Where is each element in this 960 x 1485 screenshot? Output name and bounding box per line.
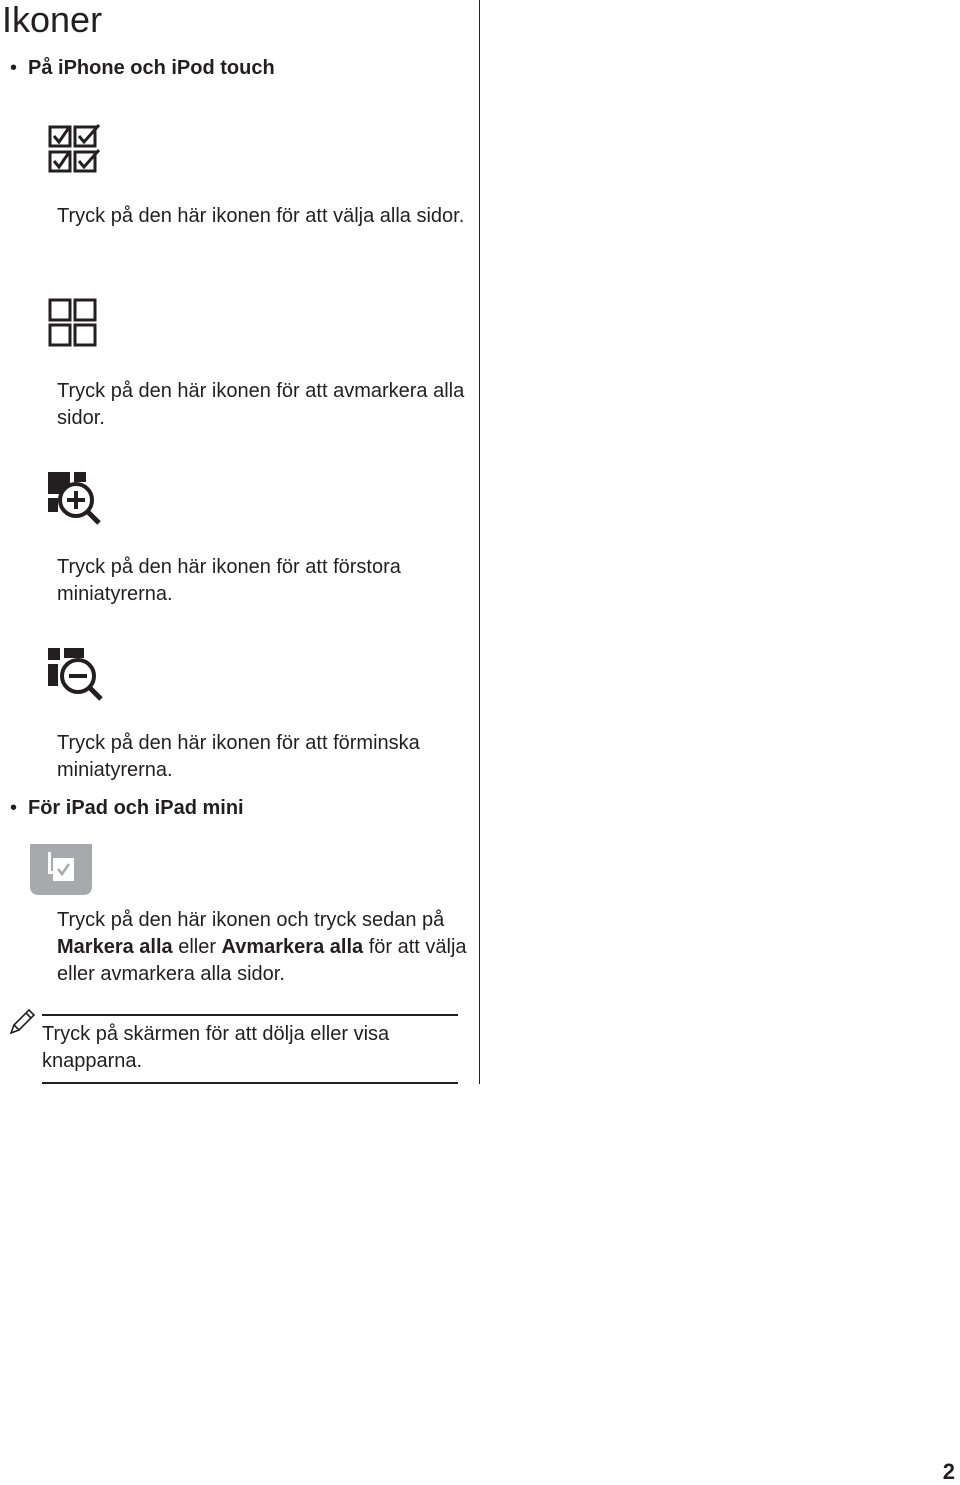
bullet: • bbox=[10, 57, 18, 79]
page-number: 2 bbox=[942, 1459, 955, 1484]
note-top-rule bbox=[42, 1014, 458, 1016]
note-bottom-rule bbox=[42, 1082, 458, 1084]
markera-alla-label: Markera alla bbox=[57, 936, 173, 958]
note-text: Tryck på skärmen för att dölja eller visa knapparna. bbox=[42, 1023, 390, 1072]
item-description-deselect-all: Tryck på den här ikonen för att avmarkera alla sidor. bbox=[57, 380, 465, 429]
item-description-zoom-out: Tryck på den här ikonen för att förminska miniatyrerna. bbox=[57, 732, 420, 781]
pencil-note-icon bbox=[8, 1005, 38, 1035]
deselect-all-icon bbox=[48, 298, 100, 348]
zoom-out-thumbnails-icon bbox=[48, 648, 104, 702]
item-description-select-all: Tryck på den här ikonen för att välja alla sidor. bbox=[57, 205, 465, 227]
item-description-zoom-in: Tryck på den här ikonen för att förstora miniatyrerna. bbox=[57, 556, 401, 605]
page-title: Ikoner bbox=[2, 0, 103, 40]
select-all-icon bbox=[48, 124, 102, 174]
avmarkera-alla-label: Avmarkera alla bbox=[221, 936, 364, 958]
item-description-ipad: Tryck på den här ikonen och tryck sedan på Markera alla eller Avmarkera alla för att välja eller avmarkera alla sidor. bbox=[57, 909, 467, 985]
column-divider bbox=[479, 0, 480, 1084]
bullet: • bbox=[10, 797, 18, 819]
section-heading-iphone: • På iPhone och iPod touch bbox=[10, 57, 275, 79]
select-pages-icon bbox=[30, 844, 94, 896]
zoom-in-thumbnails-icon bbox=[48, 472, 102, 526]
section-heading-ipad: • För iPad och iPad mini bbox=[10, 797, 244, 819]
